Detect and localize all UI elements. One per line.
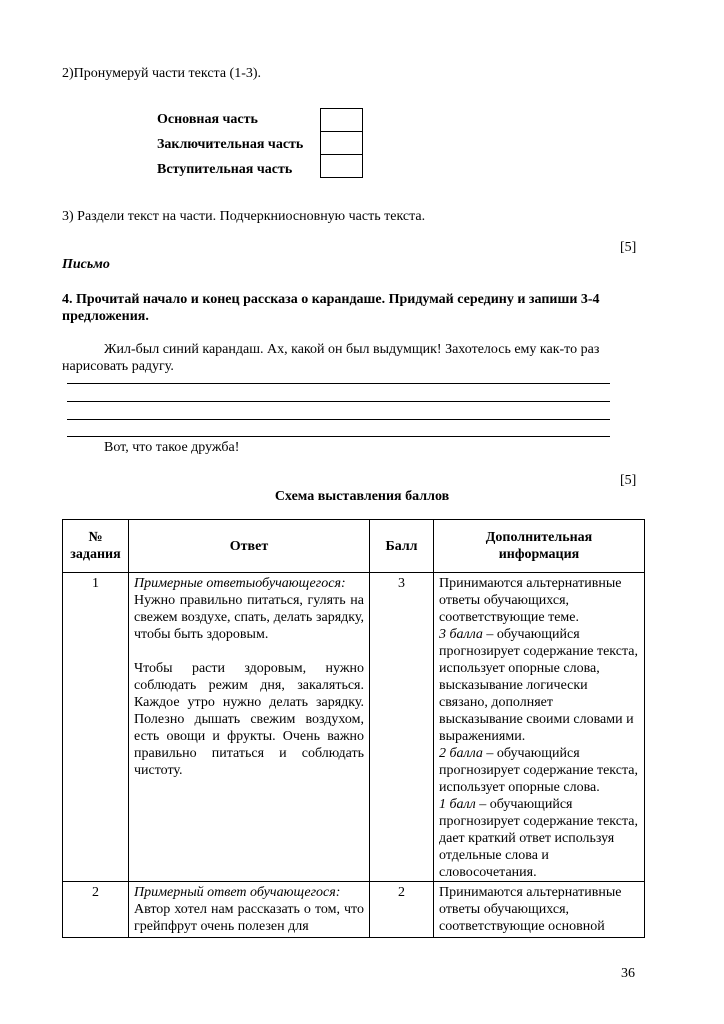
table-header-row	[63, 520, 645, 573]
header-num-line2: задания	[70, 547, 121, 562]
part-label-main: Основная часть	[157, 112, 258, 127]
info-intro: Принимаются альтернативные ответы обучающихся, соответствующие теме.	[439, 576, 622, 625]
info-criterion-1	[439, 796, 639, 881]
criterion-2-text: – обучающийся прогнозирует содержание текста, использует опорные слова.	[439, 746, 638, 795]
answer-intro: Примерный ответ обучающегося:	[134, 885, 341, 900]
points-cell: 3	[370, 573, 434, 882]
header-info	[434, 520, 645, 573]
task2-instruction: 2)Пронумеруй части текста (1-3).	[62, 66, 262, 81]
story-ending: Вот, что такое дружба!	[104, 440, 240, 455]
number-box-main[interactable]	[320, 108, 363, 132]
task4-title-line2: предложения.	[62, 309, 149, 324]
section-title-writing: Письмо	[62, 257, 110, 272]
scheme-title: Схема выставления баллов	[274, 489, 450, 504]
task-number-cell: 1	[63, 573, 129, 882]
points-cell: 2	[370, 882, 434, 938]
info-criterion-2	[439, 745, 639, 796]
criterion-3-label: 3 балла	[439, 627, 483, 642]
answer-paragraph: Нужно правильно питаться, гулять на свежем воздухе, спать, делать зарядку, чтобы быть здоровым.	[134, 593, 364, 642]
writing-line-4[interactable]	[67, 436, 610, 437]
task-number-cell: 2	[63, 882, 129, 938]
writing-line-2[interactable]	[67, 401, 610, 402]
answer-paragraph: Автор хотел нам рассказать о том, что грейпфрут очень полезен для	[134, 902, 364, 934]
story-start-line2: нарисовать радугу.	[62, 359, 174, 374]
task3-instruction: 3) Раздели текст на части. Подчеркниосновную часть текста.	[62, 209, 426, 224]
criterion-3-text: – обучающийся прогнозирует содержание текста, использует опорные слова, высказывание логически связано, дополняет высказывание своими словами и выражениями.	[439, 627, 638, 744]
writing-line-3[interactable]	[67, 419, 610, 420]
story-start-line1: Жил-был синий карандаш. Ах, какой он был выдумщик! Захотелось ему как-то раз	[104, 342, 600, 357]
table-row	[63, 882, 645, 938]
page-number: 36	[621, 966, 635, 981]
criterion-1-label: 1 балл	[439, 797, 476, 812]
header-points: Балл	[370, 520, 434, 573]
writing-line-1[interactable]	[67, 383, 610, 384]
header-task-number	[63, 520, 129, 573]
criterion-2-label: 2 балла	[439, 746, 483, 761]
header-info-line2: информация	[498, 547, 580, 562]
answer-cell	[129, 882, 370, 938]
task3-score: [5]	[620, 240, 637, 255]
answer-intro: Примерные ответыобучающегося:	[134, 576, 346, 591]
header-answer: Ответ	[129, 520, 370, 573]
info-cell	[434, 573, 645, 882]
answer-cell	[129, 573, 370, 882]
criterion-1-text: – обучающийся прогнозирует содержание текста, дает краткий ответ используя отдельные слова и словосочетания.	[439, 797, 638, 880]
table-row	[63, 573, 645, 882]
scoring-table	[62, 519, 645, 938]
header-num-line1: №	[88, 530, 103, 545]
answer-paragraph: Чтобы расти здоровым, нужно соблюдать режим дня, закаляться. Каждое утро нужно делать зарядку. Полезно дышать свежим воздухом, есть овощи и фрукты. Очень важно правильно питаться и соблюдать чистоту.	[134, 661, 364, 778]
part-label-final: Заключительная часть	[157, 137, 304, 152]
task4-title-line1: 4. Прочитай начало и конец рассказа о карандаше. Придумай середину и запиши 3-4	[62, 292, 600, 307]
number-box-intro[interactable]	[320, 154, 363, 178]
info-cell	[434, 882, 645, 938]
header-info-line1: Дополнительная	[485, 530, 593, 545]
number-box-final[interactable]	[320, 131, 363, 155]
task4-score: [5]	[620, 473, 637, 488]
info-criterion-3	[439, 626, 639, 745]
part-label-intro: Вступительная часть	[157, 162, 293, 177]
info-intro: Принимаются альтернативные ответы обучающихся, соответствующие основной	[439, 885, 622, 934]
